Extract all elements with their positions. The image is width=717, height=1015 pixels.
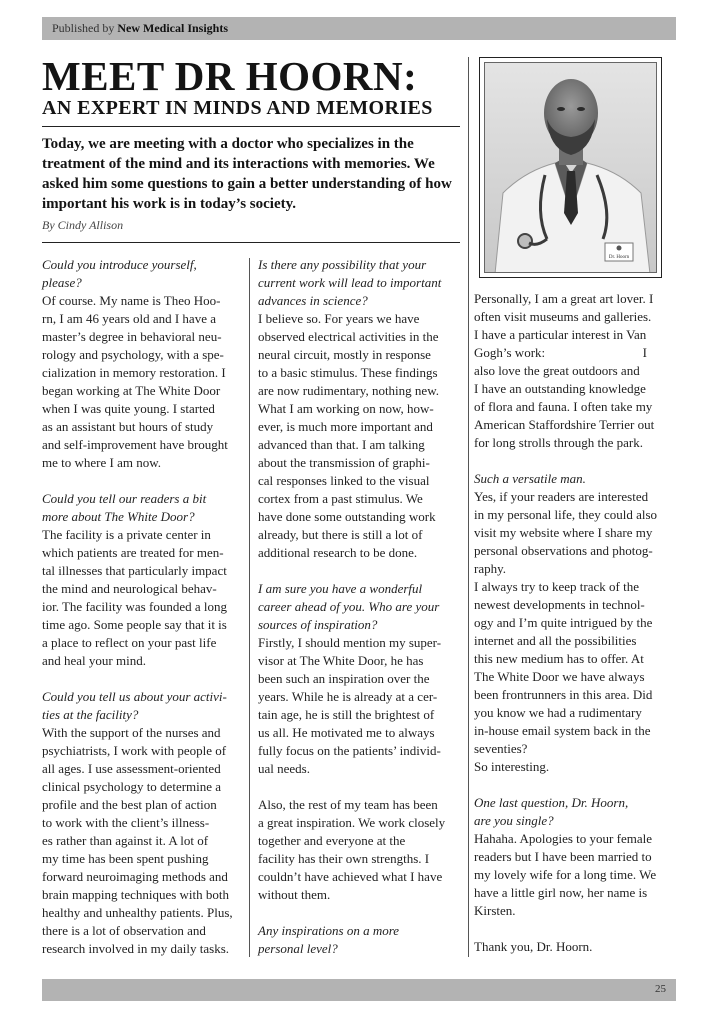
question-line: personal level? [258, 941, 338, 956]
answer-line: tain age, he is still the brightest of [258, 707, 435, 722]
answer-line: in-house email system back in the [474, 723, 651, 738]
answer-line: to a basic stimulus. These findings [258, 365, 438, 380]
question-line: Could you tell our readers a bit [42, 491, 207, 506]
answer-line: time ago. Some people say that it is [42, 617, 227, 632]
question-line: Any inspirations on a more [258, 923, 400, 938]
answer-line: Also, the rest of my team has been [258, 797, 438, 812]
publisher-name: New Medical Insights [117, 21, 229, 35]
answer-line: brain mapping techniques with both [42, 887, 230, 902]
answer-line: together and everyone at the [258, 833, 406, 848]
answer-line: The facility is a private center in [42, 527, 211, 542]
question-line: ties at the facility? [42, 707, 139, 722]
doctor-portrait-frame [479, 57, 662, 278]
answer-line: raphy. [474, 561, 507, 576]
answer-line: Of course. My name is Theo Hoo- [42, 293, 221, 308]
answer-line: ual needs. [258, 761, 310, 776]
title-divider [42, 126, 460, 127]
question-line: Such a versatile man. [474, 471, 586, 486]
paragraph-gap [258, 562, 463, 580]
answer-line: clinical psychology to determine a [42, 779, 222, 794]
answer-line: forward neuroimaging methods and [42, 869, 228, 884]
answer-line: my time has been spent pushing [42, 851, 209, 866]
answer-line: Thank you, Dr. Hoorn. [474, 939, 593, 954]
answer-line: of flora and fauna. I often take my [474, 399, 653, 414]
column-separator-right [468, 57, 469, 957]
answer-line: What I am working on now, how- [258, 401, 434, 416]
answer-line: in my personal life, they could also [474, 507, 658, 522]
answer-line: profile and the best plan of action [42, 797, 217, 812]
answer-line: there is a lot of observation and [42, 923, 206, 938]
answer-line: The White Door we have always [474, 669, 645, 684]
answer-line: psychiatrists, I work with people of [42, 743, 227, 758]
answer-line: about the transmission of graphi- [258, 455, 430, 470]
answer-line: without them. [258, 887, 331, 902]
answer-line: have done some outstanding work [258, 509, 436, 524]
answer-line: also love the great outdoors and [474, 363, 640, 378]
column-separator-left [249, 258, 250, 957]
paragraph-gap [474, 920, 679, 938]
answer-line: as an assistant but hours of study [42, 419, 214, 434]
question-line: are you single? [474, 813, 554, 828]
paragraph-gap [474, 776, 679, 794]
answer-line: readers but I have been married to [474, 849, 652, 864]
answer-line: couldn’t have achieved what I have [258, 869, 443, 884]
answer-line: tal illnesses that particularly impact [42, 563, 227, 578]
answer-line: Gogh’s work: I [474, 345, 647, 360]
answer-line: ogy and I’m quite intrigued by the [474, 615, 653, 630]
doctor-portrait-illustration [485, 63, 657, 273]
answer-line: us all. He motivated me to always [258, 725, 435, 740]
answer-line: cialization in memory restoration. I [42, 365, 226, 380]
question-line: more about The White Door? [42, 509, 195, 524]
answer-line: the mind and neurological behav- [42, 581, 217, 596]
doctor-portrait [484, 62, 657, 273]
answer-line: already, but there is still a lot of [258, 527, 423, 542]
answer-line: advanced than that. I am talking [258, 437, 425, 452]
byline-divider [42, 242, 460, 243]
answer-line: research involved in my daily tasks. [42, 941, 230, 956]
answer-line: master’s degree in behavioral neu- [42, 329, 222, 344]
question-line: career ahead of you. Who are your [258, 599, 440, 614]
answer-line: rology and psychology, with a spe- [42, 347, 224, 362]
answer-line: my lovely wife for a long time. We [474, 867, 657, 882]
paragraph-gap [42, 472, 247, 490]
answer-line: es rather than against it. A lot of [42, 833, 209, 848]
published-by-label: Published by [52, 21, 115, 35]
badge-label: Dr. Hoorn [608, 255, 630, 260]
question-line: Could you tell us about your activi- [42, 689, 227, 704]
article-subtitle: AN EXPERT IN MINDS AND MEMORIES [42, 97, 433, 119]
answer-line: a place to reflect on your past life [42, 635, 217, 650]
answer-line: seventies? [474, 741, 528, 756]
paragraph-gap [42, 670, 247, 688]
article-column-1 [42, 256, 247, 958]
question-line: advances in science? [258, 293, 368, 308]
answer-line: began working at The White Door [42, 383, 221, 398]
answer-line: this new medium has to offer. At [474, 651, 644, 666]
answer-line: I always try to keep track of the [474, 579, 639, 594]
answer-line: Kirsten. [474, 903, 516, 918]
footer-bar [42, 979, 676, 1001]
answer-line: Personally, I am a great art lover. I [474, 291, 654, 306]
answer-line: facility has their own strengths. I [258, 851, 430, 866]
answer-line: internet and all the possibilities [474, 633, 637, 648]
answer-line: rn, I am 46 years old and I have a [42, 311, 216, 326]
answer-line: to work with the client’s illness- [42, 815, 210, 830]
question-line: Could you introduce yourself, [42, 257, 197, 272]
article-column-2 [258, 256, 463, 958]
answer-line: when I was quite young. I started [42, 401, 215, 416]
answer-line: and heal your mind. [42, 653, 146, 668]
article-byline: By Cindy Allison [42, 218, 124, 232]
answer-line: fully focus on the patients’ individ- [258, 743, 441, 758]
answer-line: ior. The facility was founded a long [42, 599, 227, 614]
article-lead: Today, we are meeting with a doctor who specializes in the treatment of the mind and its interactions with memories. We asked him some questions to gain a better understanding of how important his work is in today’s society. [42, 136, 452, 212]
answer-line: I have a particular interest in Van [474, 327, 647, 342]
answer-line: all ages. I use assessment-oriented [42, 761, 221, 776]
paragraph-gap [258, 904, 463, 922]
answer-line: are now rudimentary, nothing new. [258, 383, 439, 398]
answer-line: been frontrunners in this area. Did [474, 687, 653, 702]
question-line: sources of inspiration? [258, 617, 378, 632]
answer-line: I believe so. For years we have [258, 311, 420, 326]
answer-line: been such an inspiration over the [258, 671, 430, 686]
answer-line: you know we had a rudimentary [474, 705, 642, 720]
question-line: please? [42, 275, 82, 290]
answer-line: observed electrical activities in the [258, 329, 439, 344]
paragraph-gap [474, 452, 679, 470]
answer-line: often visit museums and galleries. [474, 309, 652, 324]
answer-line: personal observations and photog- [474, 543, 653, 558]
answer-line: neural circuit, mostly in response [258, 347, 431, 362]
answer-line: for long strolls through the park. [474, 435, 643, 450]
answer-line: have a little girl now, her name is [474, 885, 648, 900]
answer-line: years. While he is already at a cer- [258, 689, 438, 704]
answer-line: which patients are treated for men- [42, 545, 224, 560]
question-line: Is there any possibility that your [258, 257, 427, 272]
publisher-bar [42, 17, 676, 40]
answer-line: I have an outstanding knowledge [474, 381, 646, 396]
answer-line: and self-improvement have brought [42, 437, 228, 452]
answer-line: Yes, if your readers are interested [474, 489, 649, 504]
answer-line: Hahaha. Apologies to your female [474, 831, 652, 846]
answer-line: additional research to be done. [258, 545, 418, 560]
article-column-3 [474, 290, 679, 956]
answer-line: healthy and unhealthy patients. Plus, [42, 905, 233, 920]
answer-line: So interesting. [474, 759, 550, 774]
answer-line: Firstly, I should mention my super- [258, 635, 442, 650]
publisher-credit [52, 21, 228, 36]
question-line: current work will lead to important [258, 275, 442, 290]
paragraph-gap [258, 778, 463, 796]
answer-line: visor at The White Door, he has [258, 653, 424, 668]
answer-line: With the support of the nurses and [42, 725, 221, 740]
answer-line: ever, is much more important and [258, 419, 433, 434]
article-title: MEET DR HOORN: [42, 53, 418, 99]
page-number: 25 [655, 983, 666, 995]
answer-line: American Staffordshire Terrier out [474, 417, 655, 432]
answer-line: newest developments in technol- [474, 597, 645, 612]
question-line: I am sure you have a wonderful [258, 581, 423, 596]
question-line: One last question, Dr. Hoorn, [474, 795, 629, 810]
answer-line: a great inspiration. We work closely [258, 815, 446, 830]
answer-line: cortex from a past stimulus. We [258, 491, 423, 506]
answer-line: visit my website where I share my [474, 525, 653, 540]
answer-line: cal responses linked to the visual [258, 473, 430, 488]
answer-line: me to where I am now. [42, 455, 162, 470]
